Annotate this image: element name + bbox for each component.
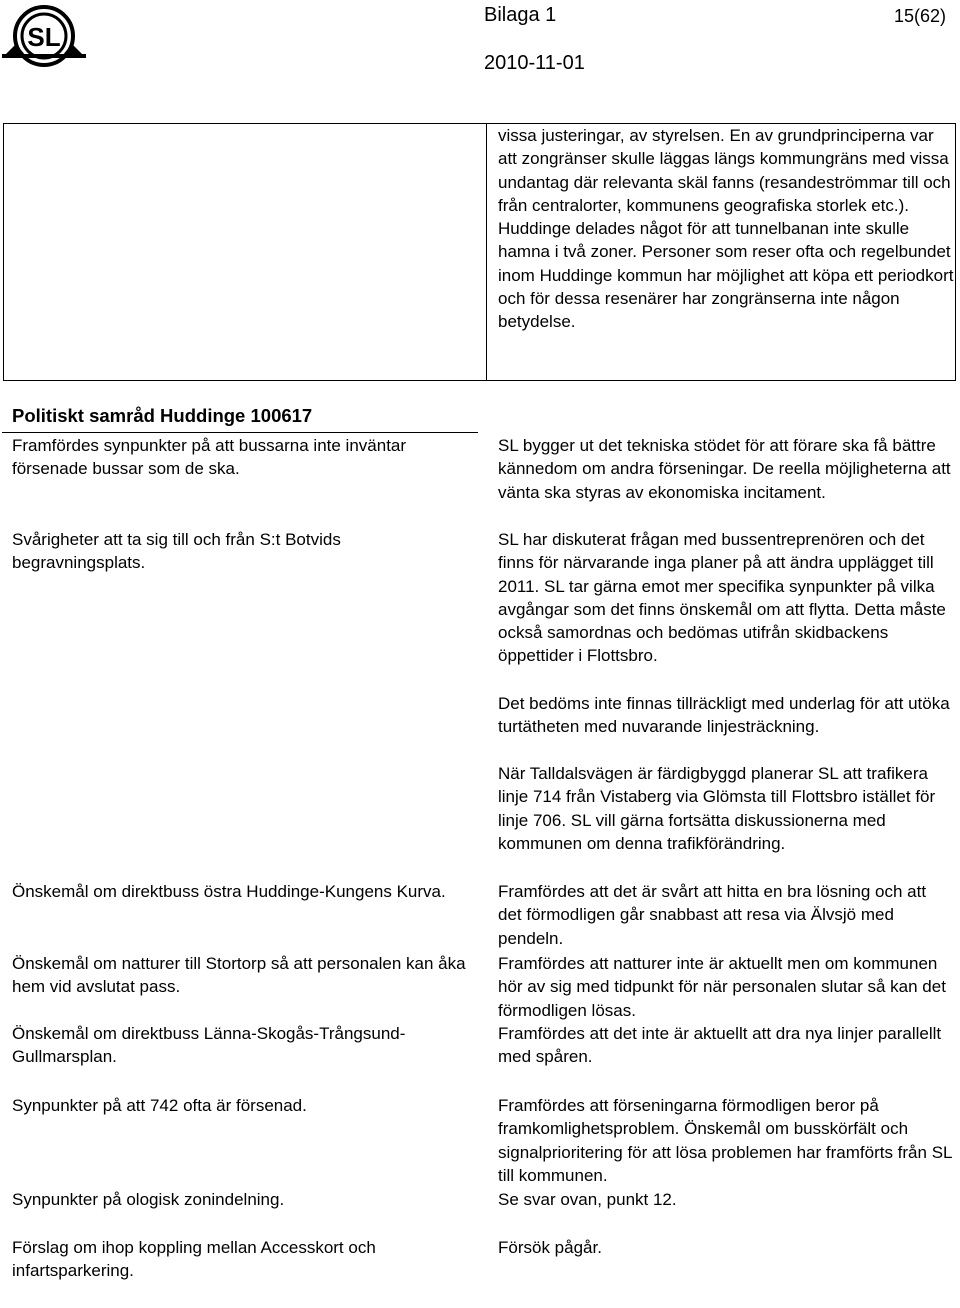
synpunkt-2: Svårigheter att ta sig till och från S:t Botvids begravningsplats. [12,530,341,573]
document-date: 2010-11-01 [484,52,585,74]
document-title: Bilaga 1 [484,4,557,26]
section-heading: Politiskt samråd Huddinge 100617 [12,405,313,426]
svar-1: SL bygger ut det tekniska stödet för att förare ska få bättre kännedom om andra förseningar. De reella möjligheterna att vänta ska styras av ekonomiska incitament. [498,436,951,502]
synpunkt-8: Förslag om ihop koppling mellan Accesskort och infartsparkering. [12,1238,376,1281]
svar-8: Försök pågår. [498,1238,602,1257]
svar-7: Se svar ovan, punkt 12. [498,1190,677,1209]
synpunkt-3: Önskemål om direktbuss östra Huddinge-Kungens Kurva. [12,882,446,901]
svar-3: Framfördes att det är svårt att hitta en bra lösning och att det förmodligen går snabbast att resa via Älvsjö med pendeln. [498,882,927,948]
svar-6: Framfördes att förseningarna förmodligen beror på framkomlighetsproblem. Önskemål om busskörfält och signalprioritering för att lösa problemen har framförts från SL till kommunen. [498,1096,952,1185]
synpunkt-5: Önskemål om direktbuss Länna-Skogås-Trångsund-Gullmarsplan. [12,1024,406,1067]
synpunkt-4: Önskemål om natturer till Stortorp så att personalen kan åka hem vid avslutat pass. [12,954,466,997]
continued-answer-text: vissa justeringar, av styrelsen. En av grundprinciperna var att zongränser skulle läggas längs kommungräns med vissa undantag där relevanta skäl fanns (resandeströmmar till och från centralorter, kommunens geografiska storlek etc.). Huddinge delades något för att tunnelbanan inte skulle hamna i två zoner. Personer som reser ofta och regelbundet inom Huddinge kommun har möjlighet att köpa ett periodkort och för dessa resenärer har zongränserna inte någon betydelse. [498,126,954,332]
sl-logo [2,4,86,73]
svar-2c: När Talldalsvägen är färdigbyggd planerar SL att trafikera linje 714 från Vistaberg via Glömsta till Flottsbro istället för linje 706. SL vill gärna fortsätta diskussionerna med kommunen om denna trafikförändring. [498,764,936,853]
heading-rule [2,432,478,433]
synpunkt-1: Framfördes synpunkter på att bussarna inte inväntar försenade bussar som de ska. [12,436,407,479]
page-number: 15(62) [893,6,946,26]
synpunkt-7: Synpunkter på ologisk zonindelning. [12,1190,285,1209]
svar-2: SL har diskuterat frågan med bussentreprenören och det finns för närvarande inga planer på att ändra upplägget till 2011. SL tar gärna emot mer specifika synpunkter på vilka avgångar som det finns önskemål om att flytta. Detta måste också samordnas och bedömas utifrån skidbackens öppettider i Flottsbro. [498,530,946,666]
svar-4: Framfördes att natturer inte är aktuellt men om kommunen hör av sig med tidpunkt för när personalen slutar så kan det förmodligen lösas. [498,954,946,1020]
svar-2b: Det bedöms inte finnas tillräckligt med underlag för att utöka turtätheten med nuvarande linjesträckning. [498,694,950,737]
svar-5: Framfördes att det inte är aktuellt att dra nya linjer parallellt med spåren. [498,1024,942,1067]
synpunkt-6: Synpunkter på att 742 ofta är försenad. [12,1096,307,1115]
column-divider [486,124,487,380]
svg-text:SL: SL [27,22,61,52]
